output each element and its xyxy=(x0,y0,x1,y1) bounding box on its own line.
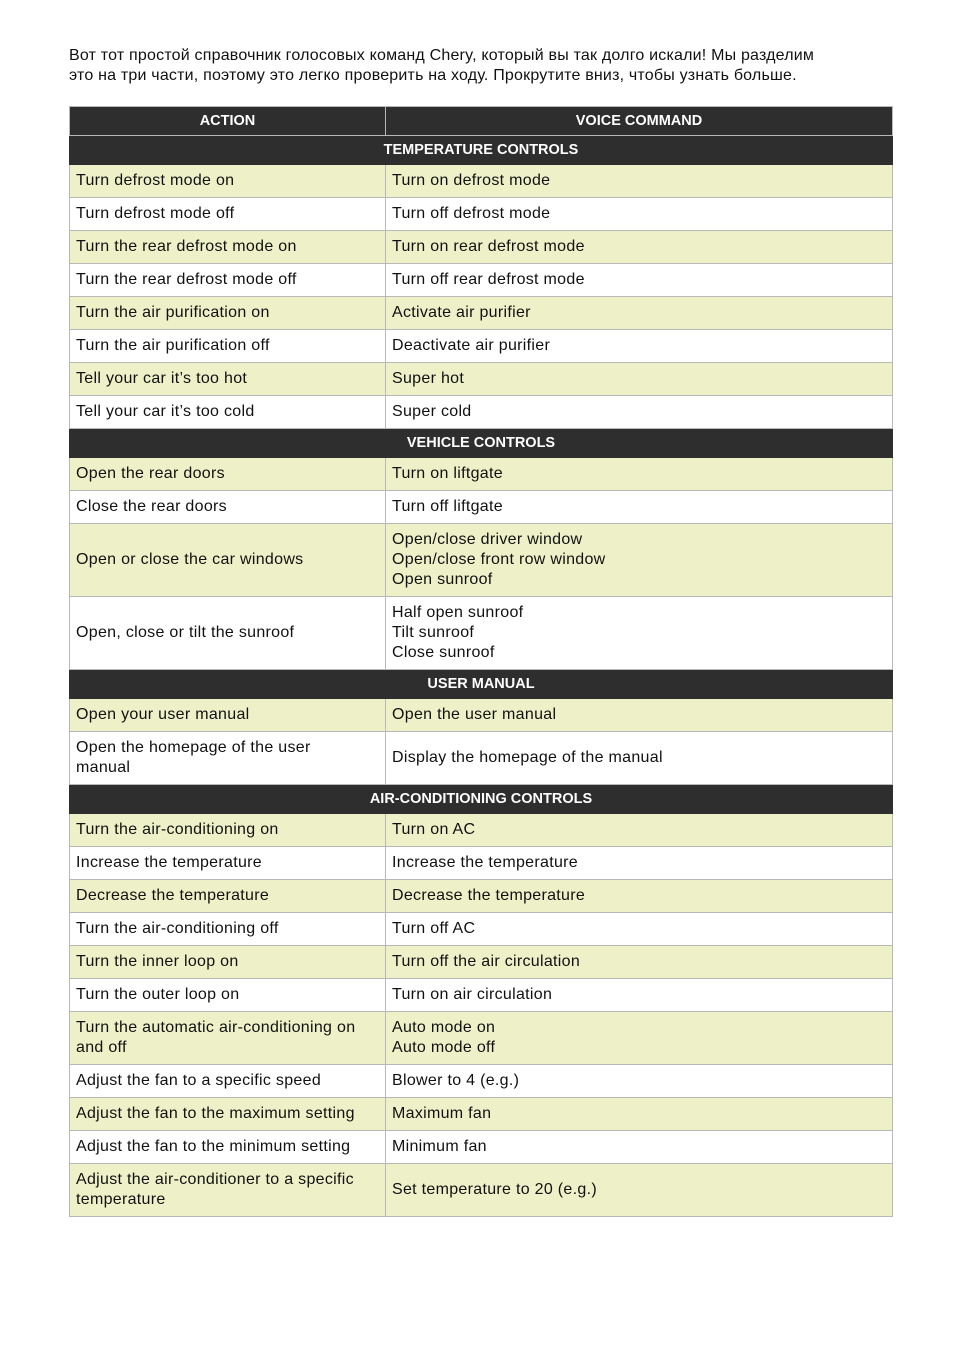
action-text: Tell your car it’s too hot xyxy=(76,370,248,387)
voice-command-text: Super hot xyxy=(392,370,465,387)
column-header-voice-command: VOICE COMMAND xyxy=(386,107,893,136)
voice-command-cell xyxy=(386,1012,893,1065)
voice-command-text: Turn on AC xyxy=(392,821,476,838)
action-cell xyxy=(70,880,386,913)
table-row xyxy=(70,946,893,979)
voice-command-cell xyxy=(386,847,893,880)
section-header-row xyxy=(70,785,893,814)
action-cell xyxy=(70,1012,386,1065)
action-text: Adjust the air-conditioner to a specific xyxy=(76,1171,354,1188)
action-cell xyxy=(70,1131,386,1164)
table-row xyxy=(70,491,893,524)
table-row xyxy=(70,1012,893,1065)
voice-command-text: Maximum fan xyxy=(392,1105,492,1122)
voice-command-text: Close sunroof xyxy=(392,644,495,661)
column-header-action: ACTION xyxy=(70,107,386,136)
action-text: Turn defrost mode on xyxy=(76,172,235,189)
table-row xyxy=(70,1098,893,1131)
voice-command-text: Turn off defrost mode xyxy=(392,205,551,222)
section-header-row xyxy=(70,136,893,165)
action-text: temperature xyxy=(76,1191,166,1208)
table-row xyxy=(70,524,893,597)
table-row xyxy=(70,913,893,946)
table-row xyxy=(70,1164,893,1217)
section-title: AIR-CONDITIONING CONTROLS xyxy=(70,785,893,814)
action-text: Adjust the fan to the minimum setting xyxy=(76,1138,351,1155)
voice-command-text: Tilt sunroof xyxy=(392,624,475,641)
voice-command-cell xyxy=(386,330,893,363)
table-row xyxy=(70,330,893,363)
action-text: Open, close or tilt the sunroof xyxy=(76,624,295,641)
action-cell xyxy=(70,1098,386,1131)
table-row xyxy=(70,847,893,880)
intro-text xyxy=(69,46,891,86)
action-cell xyxy=(70,231,386,264)
section-title: USER MANUAL xyxy=(70,670,893,699)
action-cell xyxy=(70,198,386,231)
action-text: Turn the outer loop on xyxy=(76,986,240,1003)
table-body xyxy=(70,136,893,1217)
action-cell xyxy=(70,732,386,785)
voice-command-text: Open the user manual xyxy=(392,706,557,723)
voice-command-cell xyxy=(386,198,893,231)
section-title: VEHICLE CONTROLS xyxy=(70,429,893,458)
voice-command-cell xyxy=(386,524,893,597)
voice-command-text: Turn off AC xyxy=(392,920,476,937)
voice-command-cell xyxy=(386,699,893,732)
action-text: Decrease the temperature xyxy=(76,887,270,904)
voice-command-cell xyxy=(386,264,893,297)
action-cell xyxy=(70,491,386,524)
voice-command-text: Open/close driver window xyxy=(392,531,583,548)
voice-command-cell xyxy=(386,946,893,979)
voice-command-cell xyxy=(386,880,893,913)
action-cell xyxy=(70,913,386,946)
voice-command-text: Open/close front row window xyxy=(392,551,606,568)
action-text: Turn the inner loop on xyxy=(76,953,239,970)
voice-command-cell xyxy=(386,1164,893,1217)
action-text: Turn the air purification off xyxy=(76,337,270,354)
table-row xyxy=(70,597,893,670)
voice-commands-table xyxy=(69,106,893,1217)
action-cell xyxy=(70,814,386,847)
action-cell xyxy=(70,458,386,491)
section-header-row xyxy=(70,670,893,699)
action-cell xyxy=(70,1065,386,1098)
voice-command-cell xyxy=(386,363,893,396)
action-cell xyxy=(70,847,386,880)
action-cell xyxy=(70,1164,386,1217)
voice-command-cell xyxy=(386,396,893,429)
voice-command-text: Decrease the temperature xyxy=(392,887,586,904)
voice-command-text: Super cold xyxy=(392,403,472,420)
action-cell xyxy=(70,524,386,597)
action-text: Turn the air-conditioning on xyxy=(76,821,279,838)
action-text: Turn defrost mode off xyxy=(76,205,235,222)
table-row xyxy=(70,297,893,330)
voice-command-cell xyxy=(386,165,893,198)
action-text: Turn the automatic air-conditioning on xyxy=(76,1019,356,1036)
action-cell xyxy=(70,165,386,198)
action-cell xyxy=(70,396,386,429)
action-text: Turn the air purification on xyxy=(76,304,270,321)
table-row xyxy=(70,699,893,732)
action-text: Increase the temperature xyxy=(76,854,262,871)
action-text: and off xyxy=(76,1039,127,1056)
voice-command-text: Minimum fan xyxy=(392,1138,487,1155)
table-row xyxy=(70,396,893,429)
action-text: Turn the air-conditioning off xyxy=(76,920,279,937)
voice-command-text: Increase the temperature xyxy=(392,854,578,871)
voice-command-cell xyxy=(386,1065,893,1098)
voice-command-text: Auto mode off xyxy=(392,1039,496,1056)
voice-command-text: Activate air purifier xyxy=(392,304,531,321)
voice-command-text: Turn off rear defrost mode xyxy=(392,271,585,288)
voice-command-text: Blower to 4 (e.g.) xyxy=(392,1072,520,1089)
action-text: Adjust the fan to the maximum setting xyxy=(76,1105,355,1122)
voice-command-text: Turn off liftgate xyxy=(392,498,503,515)
voice-command-text: Turn on air circulation xyxy=(392,986,553,1003)
voice-command-text: Display the homepage of the manual xyxy=(392,749,663,766)
intro-line-1: Вот тот простой справочник голосовых команд Chery, который вы так долго искали! Мы разделим xyxy=(69,47,815,64)
voice-command-text: Set temperature to 20 (e.g.) xyxy=(392,1181,597,1198)
table-row xyxy=(70,198,893,231)
voice-command-text: Turn on defrost mode xyxy=(392,172,551,189)
section-title: TEMPERATURE CONTROLS xyxy=(70,136,893,165)
table-row xyxy=(70,458,893,491)
action-text: Open the rear doors xyxy=(76,465,225,482)
action-text: Turn the rear defrost mode on xyxy=(76,238,297,255)
action-text: Open your user manual xyxy=(76,706,250,723)
voice-command-cell xyxy=(386,732,893,785)
voice-command-text: Auto mode on xyxy=(392,1019,496,1036)
voice-command-text: Open sunroof xyxy=(392,571,493,588)
action-text: Open the homepage of the user xyxy=(76,739,311,756)
action-cell xyxy=(70,363,386,396)
table-row xyxy=(70,732,893,785)
intro-line-2: это на три части, поэтому это легко проверить на ходу. Прокрутите вниз, чтобы узнать больше. xyxy=(69,67,797,84)
voice-command-cell xyxy=(386,491,893,524)
voice-command-text: Turn on rear defrost mode xyxy=(392,238,585,255)
section-header-row xyxy=(70,429,893,458)
voice-command-text: Turn on liftgate xyxy=(392,465,503,482)
action-text: Tell your car it’s too cold xyxy=(76,403,255,420)
table-row xyxy=(70,880,893,913)
action-cell xyxy=(70,330,386,363)
table-row xyxy=(70,979,893,1012)
voice-command-cell xyxy=(386,814,893,847)
table-row xyxy=(70,814,893,847)
table-header xyxy=(70,107,893,136)
action-cell xyxy=(70,264,386,297)
voice-command-cell xyxy=(386,458,893,491)
voice-command-cell xyxy=(386,1131,893,1164)
voice-command-text: Turn off the air circulation xyxy=(392,953,581,970)
action-text: Close the rear doors xyxy=(76,498,227,515)
action-text: Open or close the car windows xyxy=(76,551,304,568)
voice-command-cell xyxy=(386,1098,893,1131)
table-row xyxy=(70,363,893,396)
table-row xyxy=(70,165,893,198)
table-row xyxy=(70,1131,893,1164)
table-row xyxy=(70,264,893,297)
action-cell xyxy=(70,297,386,330)
table-row xyxy=(70,1065,893,1098)
action-text: manual xyxy=(76,759,131,776)
table-row xyxy=(70,231,893,264)
action-text: Adjust the fan to a specific speed xyxy=(76,1072,322,1089)
action-cell xyxy=(70,699,386,732)
voice-command-cell xyxy=(386,297,893,330)
action-text: Turn the rear defrost mode off xyxy=(76,271,297,288)
action-cell xyxy=(70,979,386,1012)
voice-command-cell xyxy=(386,231,893,264)
voice-command-cell xyxy=(386,913,893,946)
voice-command-cell xyxy=(386,979,893,1012)
voice-command-text: Half open sunroof xyxy=(392,604,524,621)
voice-command-text: Deactivate air purifier xyxy=(392,337,551,354)
voice-command-cell xyxy=(386,597,893,670)
action-cell xyxy=(70,597,386,670)
action-cell xyxy=(70,946,386,979)
